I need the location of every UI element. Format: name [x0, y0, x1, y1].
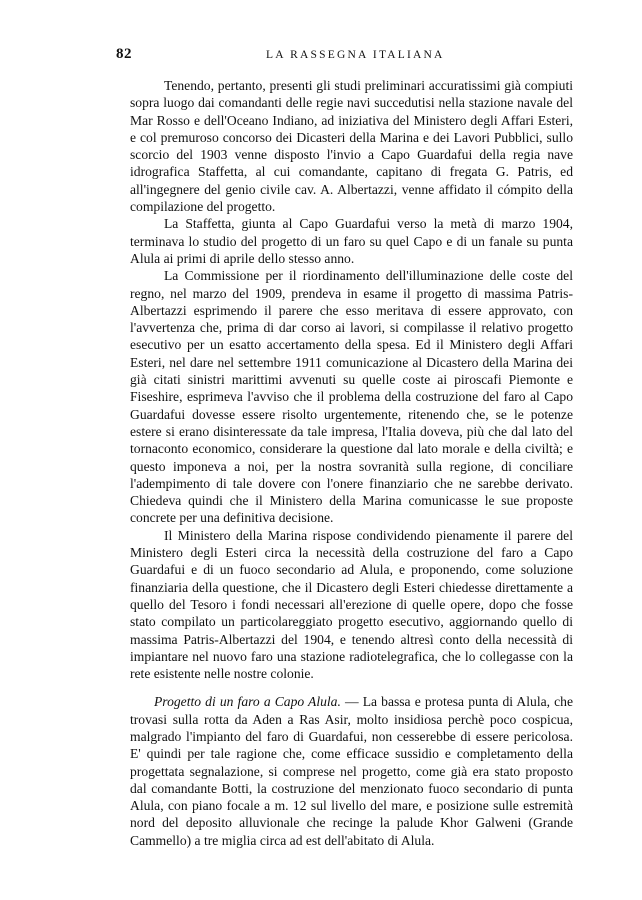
paragraph-1: Tenendo, pertanto, presenti gli studi preliminari accuratissimi già compiuti sopra luogo dai comandanti delle regie navi succedutisi nella stazione navale del Mar Rosso e dell'Oceano Indiano, ad iniziativa del Ministero degli Affari Esteri, e col premuroso concorso dei Dicasteri della Marina e dei Lavori Pubblici, sullo scorcio del 1903 venne disposto l'invio a Capo Guardafui della regia nave idrografica Staffetta, al cui comandante, capitano di fregata G. Patris, ed all'ingegnere del genio civile cav. A. Albertazzi, venne affidato il cómpito della compilazione del progetto.: [130, 78, 573, 215]
section-dash: —: [340, 694, 363, 710]
page-number: 82: [116, 46, 132, 62]
paragraph-3: La Commissione per il riordinamento dell'illuminazione delle coste del regno, nel marzo del 1909, prendeva in esame il progetto di massima Patris-Albertazzi esprimendo il parere che esso meritava di essere approvato, con l'avvertenza che, prima di dar corso ai lavori, si compilasse il relativo progetto esecutivo per un esatto accertamento della spesa. Ed il Ministero degli Affari Esteri, nel dare nel settembre 1911 comunicazione al Dicastero della Marina dei già citati sinistri marittimi avvenuti su quelle coste ai piroscafi Piemonte e Fiseshire, esprimeva l'avviso che il problema della costruzione del faro al Capo Guardafui dovesse essere risolto urgentemente, ritenendo che, se le potenze estere si erano disinteressate da tale impresa, l'Italia doveva, più che dal lato del tornaconto economico, considerare la questione dal lato morale e della civiltà; e questo imponeva a noi, per la nostra sovranità sulla regione, di conciliare l'adempimento di tale dovere con l'onere finanziario che ne sarebbe derivato. Chiedeva quindi che il Ministero della Marina comunicasse le sue proposte concrete per una definitiva decisione.: [130, 268, 573, 526]
running-head: LA RASSEGNA ITALIANA: [266, 49, 445, 61]
paragraph-2: La Staffetta, giunta al Capo Guardafui verso la metà di marzo 1904, terminava lo studio del progetto di un faro su quel Capo e di un fanale su punta Alula ai primi di aprile dello stesso anno.: [130, 216, 573, 266]
section-paragraph: [130, 693, 573, 849]
section-title: Progetto di un faro a Capo Alula.: [154, 694, 341, 710]
section-text: La bassa e protesa punta di Alula, che trovasi sulla rotta da Aden a Ras Asir, molto insidiosa perchè poco cospicua, malgrado l'impianto del faro di Guardafui, non cesserebbe di essere pericolosa. E' quindi per tale ragione che, come efficace sussidio e completamento della progettata segnalazione, si comprese nel progetto, come già era stato proposto dal comandante Botti, la costruzione del menzionato fuoco secondario di punta Alula, con piano focale a m. 12 sul livello del mare, e posizione sulle estremità nord del deposito alluvionale che recinge la palude Khor Galweni (Grande Cammello) a tre miglia circa ad est dell'abitato di Alula.: [130, 694, 574, 848]
page-header: [116, 46, 576, 66]
body-text: [130, 77, 573, 849]
paragraph-4: Il Ministero della Marina rispose condividendo pienamente il parere del Ministero degli Esteri circa la necessità della costruzione del faro a Capo Guardafui e di un fuoco secondario ad Alula, e proponendo, come soluzione finanziaria della questione, che il Dicastero degli Esteri chiedesse direttamente a quello del Tesoro i fondi necessari all'erezione di quelle opere, dopo che fosse stato compilato un particolareggiato progetto esecutivo, aggiornando quello di massima Patris-Albertazzi del 1904, e tenendo altresì conto della necessità di impiantare nel nuovo faro una stazione radiotelegrafica, che lo collegasse con la rete esistente nelle nostre colonie.: [130, 527, 573, 682]
